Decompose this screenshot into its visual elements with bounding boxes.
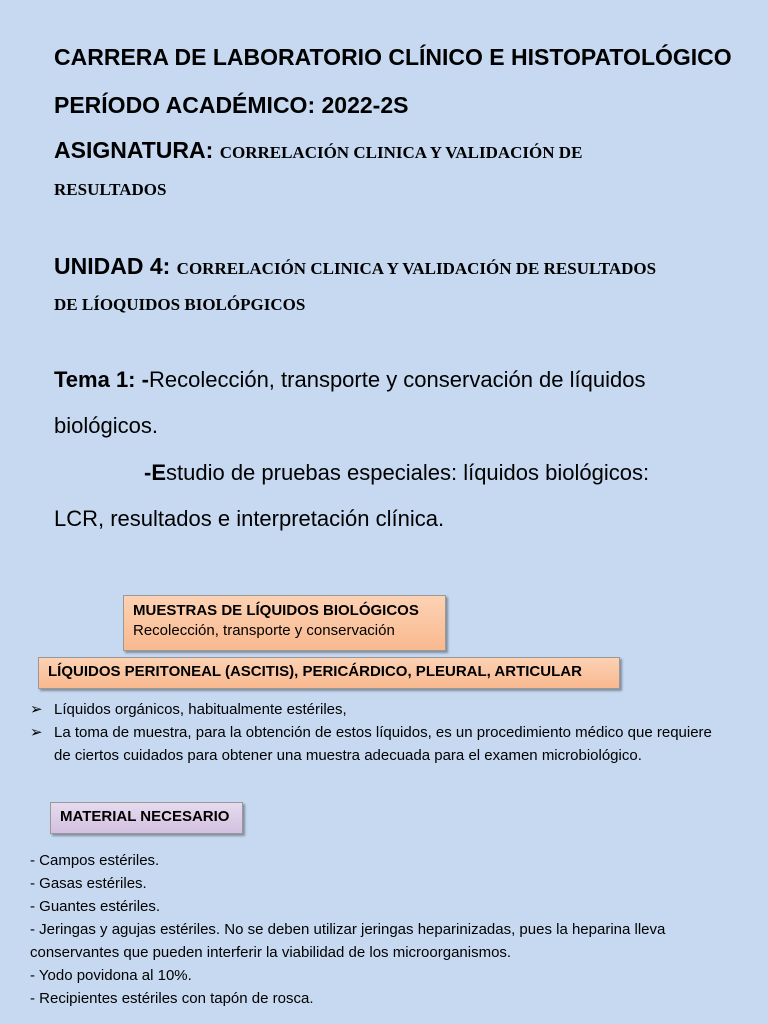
bullet-list (30, 698, 730, 767)
material-box-title: MATERIAL NECESARIO (60, 808, 230, 825)
list-item: - Jeringas y agujas estériles. No se deben utilizar jeringas heparinizadas, pues la heparina lleva conservantes que pueden interferir la viabilidad de los microorganismos. (30, 921, 666, 961)
subject-heading (54, 137, 582, 164)
list-item: - Yodo povidona al 10%. (30, 967, 192, 984)
list-item (30, 721, 730, 767)
unit-label: UNIDAD 4: (54, 253, 171, 279)
material-box (50, 802, 243, 834)
unit-heading (54, 253, 656, 280)
list-item: - Campos estériles. (30, 852, 160, 869)
subject-name-line1: CORRELACIÓN CLINICA Y VALIDACIÓN DE (219, 143, 583, 162)
topic-dash1: - (141, 367, 149, 392)
arrow-bullet-icon: ➢ (30, 724, 43, 741)
subject-label: ASIGNATURA: (54, 137, 214, 163)
samples-box-title: MUESTRAS DE LÍQUIDOS BIOLÓGICOS (133, 602, 419, 619)
academic-period: PERÍODO ACADÉMICO: 2022-2S (54, 92, 409, 118)
list-item: - Gasas estériles. (30, 875, 147, 892)
list-item: - Guantes estériles. (30, 898, 161, 915)
topic-line4: LCR, resultados e interpretación clínica. (54, 506, 445, 531)
bullet-text: La toma de muestra, para la obtención de estos líquidos, es un procedimiento médico que requiere de ciertos cuidados para obtener una muestra adecuada para el examen microbiológico. (54, 724, 712, 764)
materials-list (30, 849, 730, 1010)
arrow-bullet-icon: ➢ (30, 701, 43, 718)
samples-box (123, 595, 446, 651)
fluids-box-title: LÍQUIDOS PERITONEAL (ASCITIS), PERICÁRDICO, PLEURAL, ARTICULAR (48, 663, 582, 680)
topic-text1: Recolección, transporte y conservación de líquidos (148, 367, 646, 392)
topic-line3 (144, 460, 649, 486)
list-item: - Recipientes estériles con tapón de rosca. (30, 990, 314, 1007)
topic-label: Tema 1: (54, 367, 136, 392)
list-item (30, 698, 730, 721)
fluids-box (38, 657, 620, 689)
topic-line2: biológicos. (54, 413, 158, 438)
samples-box-subtitle: Recolección, transporte y conservación (133, 622, 395, 639)
career-title: CARRERA DE LABORATORIO CLÍNICO E HISTOPATOLÓGICO (54, 44, 732, 70)
bullet-text: Líquidos orgánicos, habitualmente estériles, (54, 701, 347, 718)
unit-name-line2: DE LÍOQUIDOS BIOLÓPGICOS (54, 295, 306, 314)
unit-name-line1: CORRELACIÓN CLINICA Y VALIDACIÓN DE RESULTADOS (176, 259, 657, 278)
subject-name-line2: RESULTADOS (54, 180, 167, 199)
topic-line1 (54, 367, 645, 393)
topic-text3: studio de pruebas especiales: líquidos biológicos: (166, 460, 650, 485)
topic-dash2: -E (144, 460, 166, 485)
